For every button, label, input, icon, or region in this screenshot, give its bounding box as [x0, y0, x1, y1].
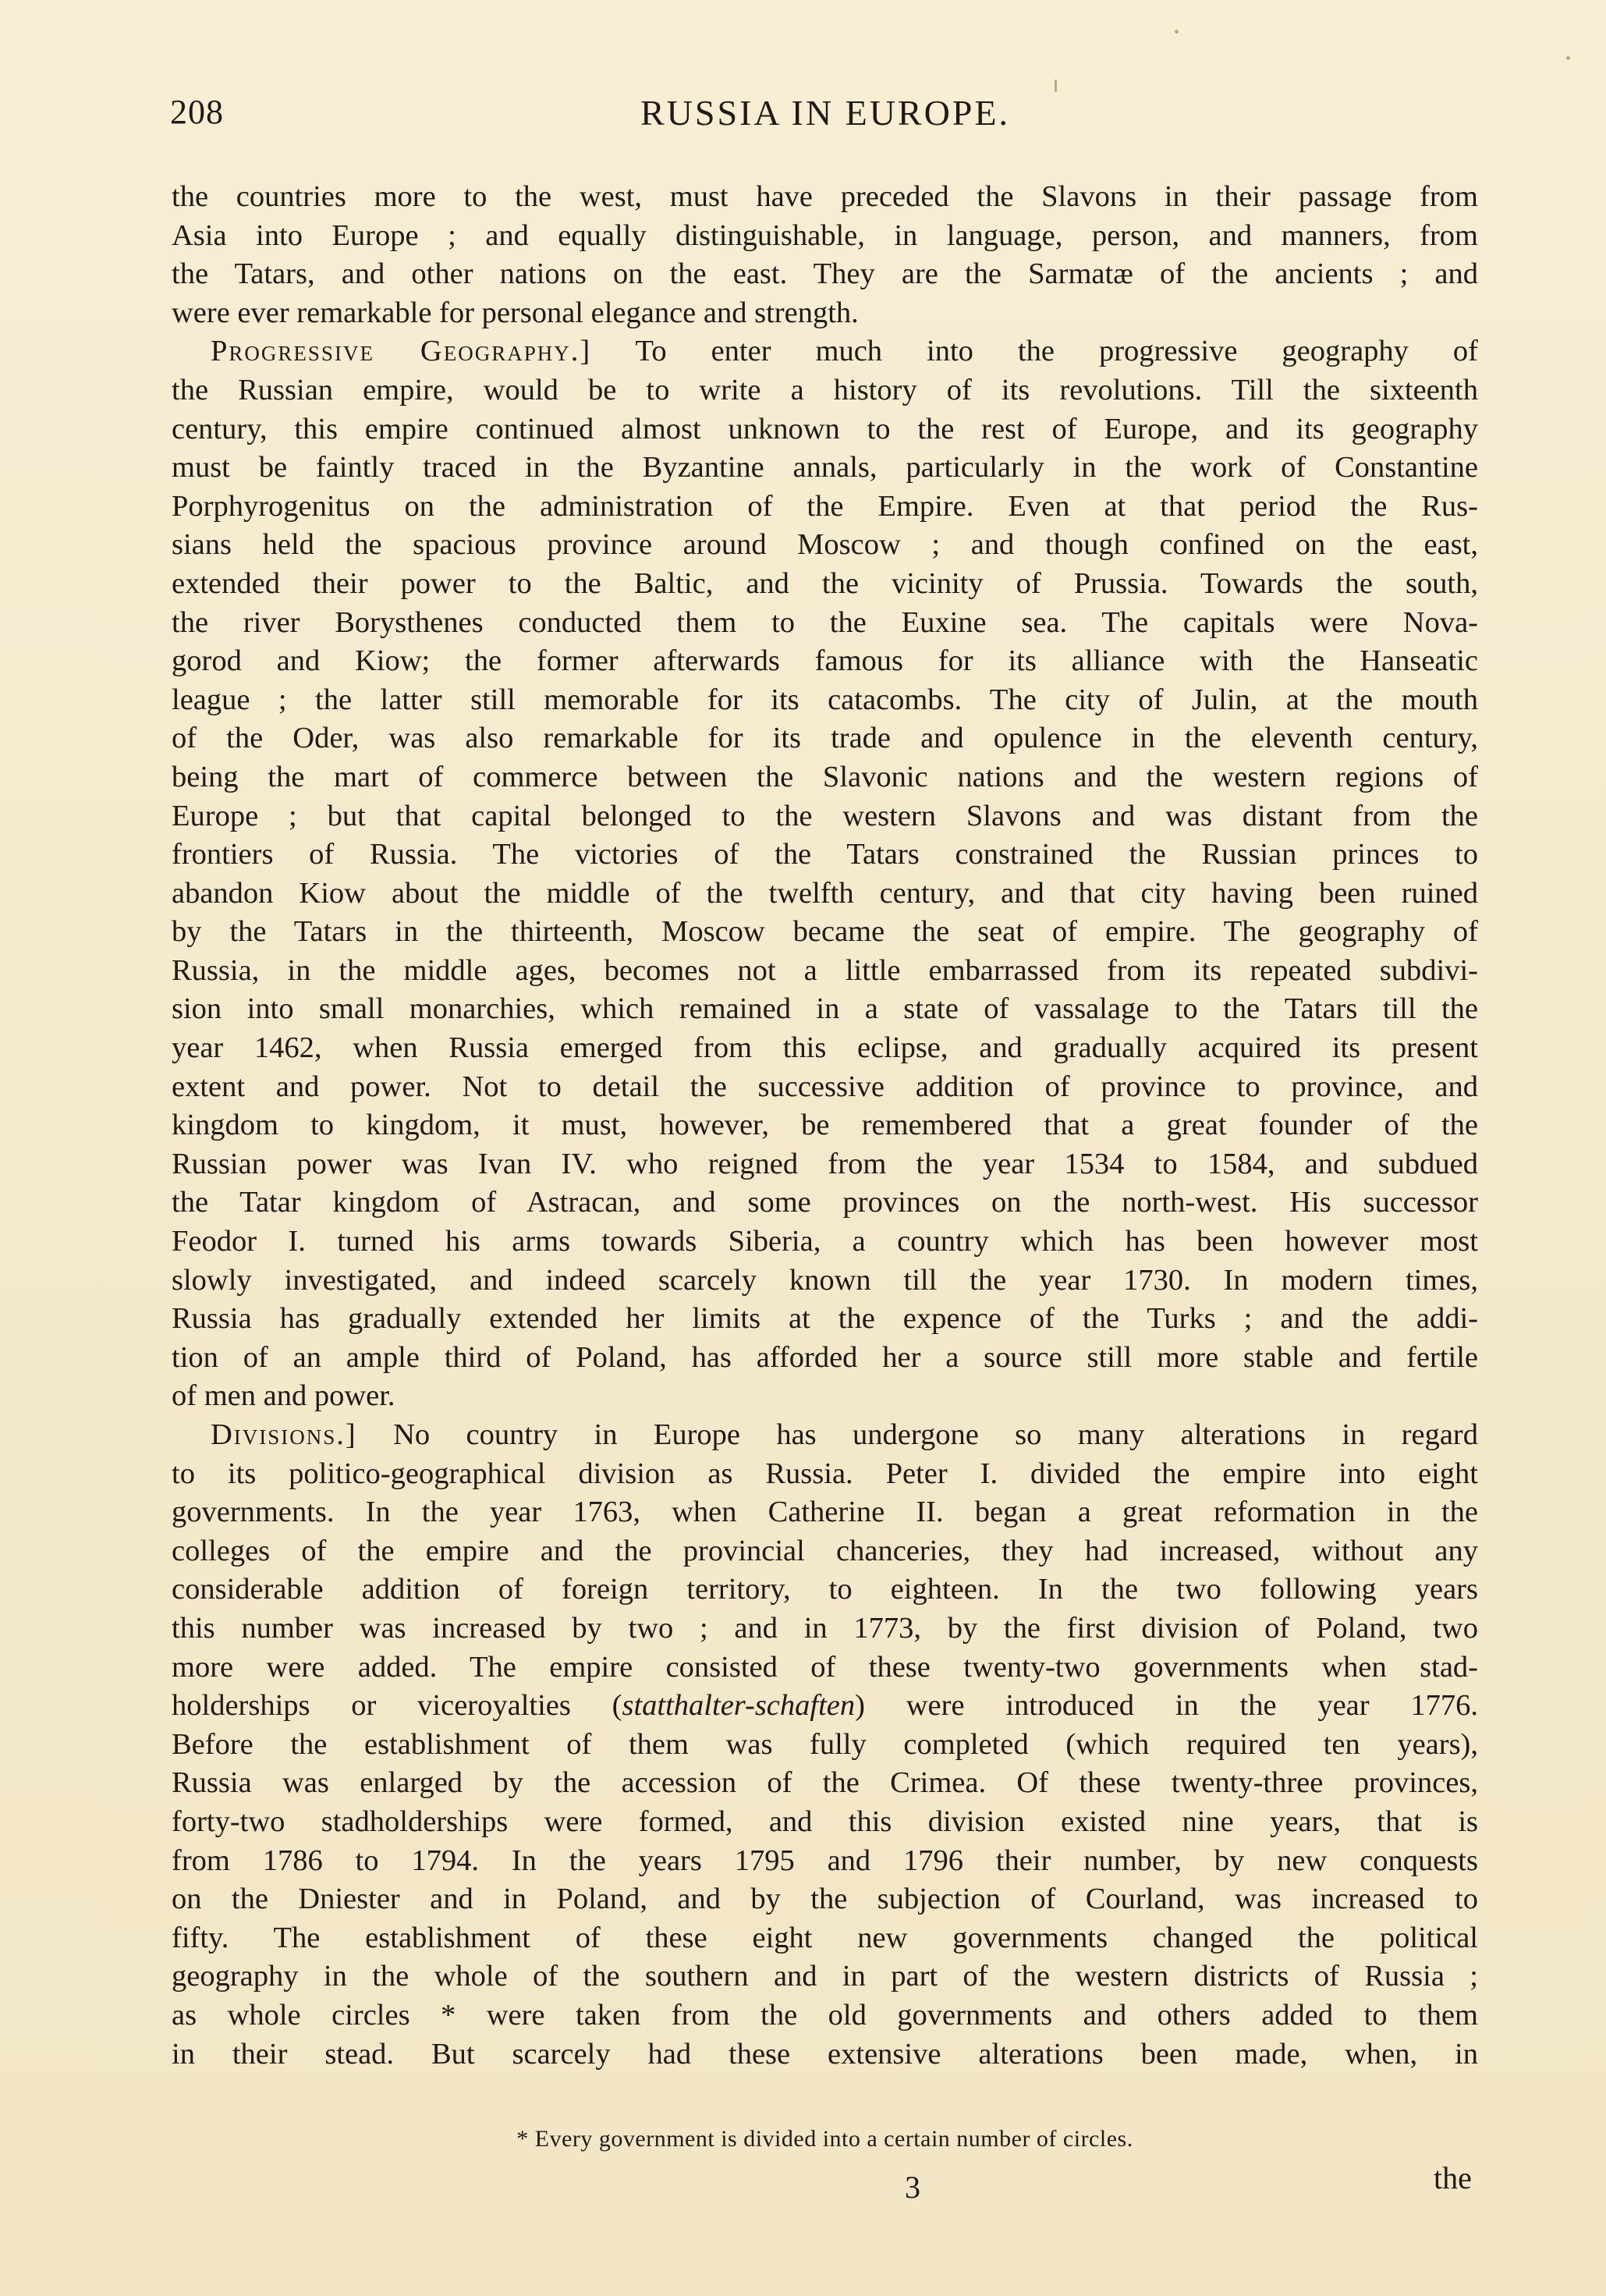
text-line — [172, 332, 1478, 371]
catchword: the — [1434, 2160, 1472, 2195]
text-line: to its politico-geographical division as Russia. Peter I. divided the empire into eight — [172, 1457, 1478, 1490]
signature-mark: 3 — [905, 2170, 920, 2205]
text-line: century, this empire continued almost unknown to the rest of Europe, and its geography — [172, 412, 1478, 445]
running-head — [170, 92, 1480, 147]
text-line: as whole circles * were taken from the old governments and others added to them — [172, 1998, 1478, 2032]
text-run: holderships or viceroyalties ( — [172, 1689, 622, 1723]
text-line: colleges of the empire and the provincial chanceries, they had increased, without any — [172, 1534, 1478, 1567]
text-line: slowly investigated, and indeed scarcely known till the year 1730. In modern times, — [172, 1263, 1478, 1297]
paper-speck — [1055, 80, 1057, 92]
text-line: Russia was enlarged by the accession of the Crimea. Of these twenty-three provinces, — [172, 1766, 1478, 1800]
text-line: league ; the latter still memorable for its catacombs. The city of Julin, at the mouth — [172, 683, 1478, 716]
footnote: * Every government is divided into a certain number of circles. — [516, 2126, 1133, 2152]
text-line: Porphyrogenitus on the administration of the Empire. Even at that period the Rus- — [172, 489, 1478, 523]
text-run: To enter much into the progressive geography of — [591, 335, 1478, 368]
text-line: extended their power to the Baltic, and the vicinity of Prussia. Towards the south, — [172, 566, 1478, 600]
section-heading-divisions: Divisions.] — [211, 1418, 357, 1451]
text-line: the Tatar kingdom of Astracan, and some provinces on the north-west. His successor — [172, 1186, 1478, 1219]
text-line: frontiers of Russia. The victories of the Tatars constrained the Russian princes to — [172, 838, 1478, 871]
text-line: extent and power. Not to detail the successive addition of province to province, and — [172, 1070, 1478, 1103]
text-line: from 1786 to 1794. In the years 1795 and 1796 their number, by new conquests — [172, 1844, 1478, 1877]
text-line: were ever remarkable for personal elegance and strength. — [172, 296, 859, 329]
paper-speck — [1175, 30, 1179, 34]
text-run: ) were introduced in the year 1776. — [855, 1689, 1478, 1723]
text-line: on the Dniester and in Poland, and by the subjection of Courland, was increased to — [172, 1883, 1478, 1916]
text-line: more were added. The empire consisted of these twenty-two governments when stad- — [172, 1650, 1478, 1684]
text-line: Russia, in the middle ages, becomes not a little embarrassed from its repeated subdivi- — [172, 953, 1478, 987]
text-line: the countries more to the west, must have preceded the Slavons in their passage from — [172, 180, 1478, 213]
text-line: kingdom to kingdom, it must, however, be remembered that a great founder of the — [172, 1109, 1478, 1142]
text-line: this number was increased by two ; and in 1773, by the first division of Poland, two — [172, 1611, 1478, 1645]
text-line: Europe ; but that capital belonged to the western Slavons and was distant from the — [172, 799, 1478, 832]
text-line: geography in the whole of the southern and in part of the western districts of Russia ; — [172, 1960, 1478, 1993]
text-line — [172, 1416, 1478, 1455]
text-line: the river Borysthenes conducted them to the Euxine sea. The capitals were Nova- — [172, 605, 1478, 639]
text-line: fifty. The establishment of these eight new governments changed the political — [172, 1921, 1478, 1954]
page-number: 208 — [170, 93, 224, 131]
text-line: Before the establishment of them was fully completed (which required ten years), — [172, 1727, 1478, 1761]
text-run: No country in Europe has undergone so many alterations in regard — [356, 1418, 1478, 1451]
paper-speck — [1566, 56, 1570, 60]
text-line: in their stead. But scarcely had these extensive alterations been made, when, in — [172, 2037, 1478, 2071]
text-line — [172, 1687, 1478, 1726]
text-line: Russia has gradually extended her limits at the expence of the Turks ; and the addi- — [172, 1302, 1478, 1336]
running-title: RUSSIA IN EUROPE. — [640, 93, 1010, 133]
italic-term: statthalter-schaften — [622, 1689, 856, 1723]
text-line: gorod and Kiow; the former afterwards famous for its alliance with the Hanseatic — [172, 644, 1478, 678]
text-line: tion of an ample third of Poland, has afforded her a source still more stable and fertile — [172, 1340, 1478, 1374]
text-line: the Russian empire, would be to write a history of its revolutions. Till the sixteenth — [172, 373, 1478, 406]
text-line: by the Tatars in the thirteenth, Moscow became the seat of empire. The geography of — [172, 915, 1478, 949]
text-line: sion into small monarchies, which remained in a state of vassalage to the Tatars till the — [172, 992, 1478, 1026]
text-line: year 1462, when Russia emerged from this eclipse, and gradually acquired its present — [172, 1031, 1478, 1065]
body-text — [172, 178, 1478, 2074]
section-heading-progressive-geography: Progressive Geography.] — [211, 335, 592, 368]
text-line: being the mart of commerce between the Slavonic nations and the western regions of — [172, 760, 1478, 793]
text-line: forty-two stadholderships were formed, and this division existed nine years, that is — [172, 1805, 1478, 1838]
text-line: must be faintly traced in the Byzantine annals, particularly in the work of Constantine — [172, 451, 1478, 484]
text-line: abandon Kiow about the middle of the twelfth century, and that city having been ruined — [172, 876, 1478, 910]
text-line: Feodor I. turned his arms towards Siberia, a country which has been however most — [172, 1225, 1478, 1258]
text-line: of the Oder, was also remarkable for its trade and opulence in the eleventh century, — [172, 722, 1478, 755]
text-line: considerable addition of foreign territory, to eighteen. In the two following years — [172, 1573, 1478, 1606]
text-line: Asia into Europe ; and equally distinguishable, in language, person, and manners, from — [172, 218, 1478, 252]
text-line: governments. In the year 1763, when Catherine II. began a great reformation in the — [172, 1496, 1478, 1529]
text-line: sians held the spacious province around Moscow ; and though confined on the east, — [172, 528, 1478, 562]
text-line: the Tatars, and other nations on the east. They are the Sarmatæ of the ancients ; and — [172, 257, 1478, 291]
text-line: of men and power. — [172, 1379, 395, 1413]
text-line: Russian power was Ivan IV. who reigned from the year 1534 to 1584, and subdued — [172, 1147, 1478, 1180]
